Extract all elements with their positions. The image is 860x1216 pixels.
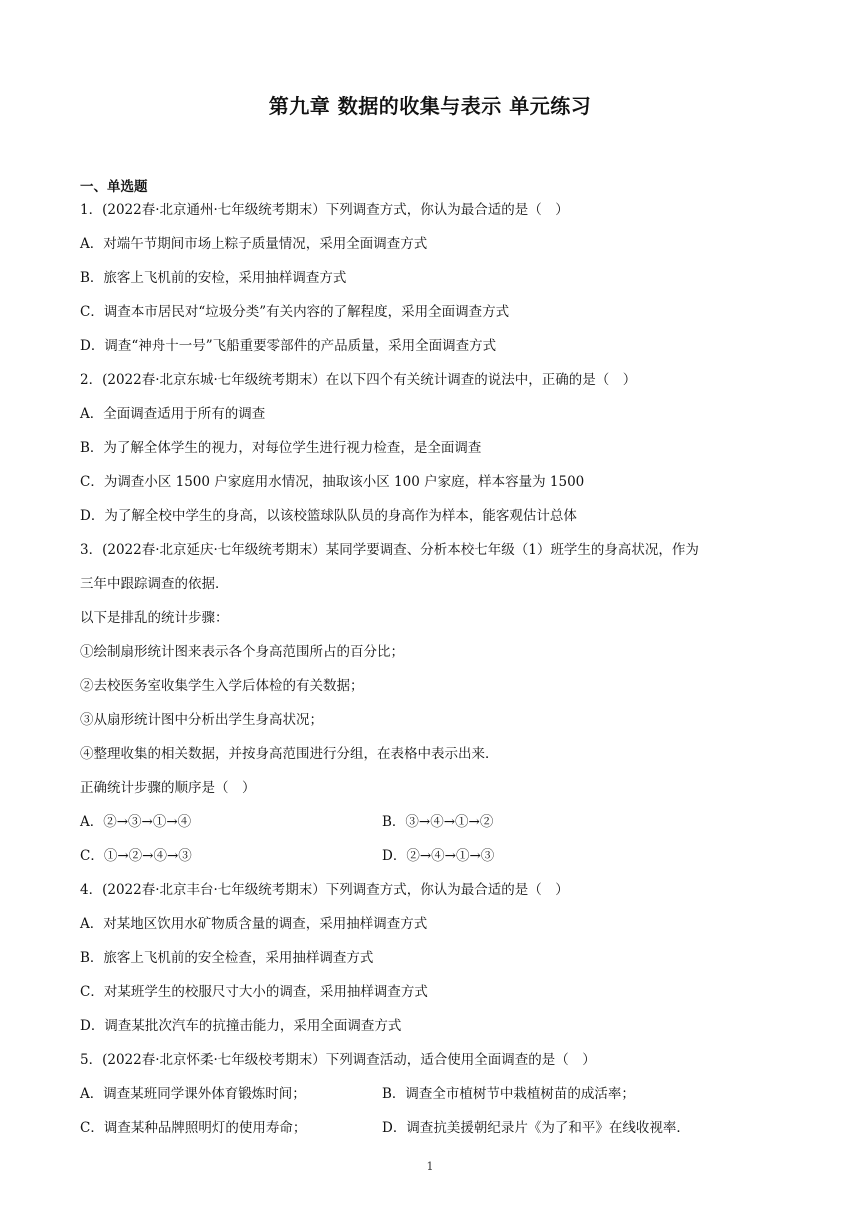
question-3-option-b: B．③→④→①→②	[382, 814, 494, 830]
question-2-option-c: C．为调查小区 1500 户家庭用水情况，抽取该小区 100 户家庭，样本容量为 1500	[80, 474, 585, 490]
section-heading: 一、单选题	[80, 179, 148, 195]
question-1-option-a: A．对端午节期间市场上粽子质量情况，采用全面调查方式	[80, 236, 428, 252]
question-1-option-b: B．旅客上飞机前的安检，采用抽样调查方式	[80, 270, 347, 286]
question-3-option-a: A．②→③→①→④	[80, 814, 192, 830]
question-5-stem: 5．(2022春·北京怀柔·七年级校考期末）下列调查活动，适合使用全面调查的是（ ）	[80, 1052, 596, 1068]
question-2-stem: 2．(2022春·北京东城·七年级统考期末）在以下四个有关统计调查的说法中，正确的是（ ）	[80, 372, 637, 388]
question-3-step-2: ②去校医务室收集学生入学后体检的有关数据；	[80, 678, 364, 694]
question-3-step-1: ①绘制扇形统计图来表示各个身高范围所占的百分比；	[80, 644, 404, 660]
question-5-option-d: D．调查抗美援朝纪录片《为了和平》在线收视率．	[382, 1120, 690, 1136]
question-1-option-c: C．调查本市居民对“垃圾分类”有关内容的了解程度，采用全面调查方式	[80, 304, 510, 320]
question-2-option-d: D．为了解全校中学生的身高，以该校篮球队队员的身高作为样本，能客观估计总体	[80, 508, 577, 524]
question-4-option-b: B．旅客上飞机前的安全检查，采用抽样调查方式	[80, 950, 374, 966]
question-3-ask: 正确统计步骤的顺序是（ ）	[80, 780, 256, 796]
page-number: 1	[426, 1160, 434, 1173]
question-2-option-b: B．为了解全体学生的视力，对每位学生进行视力检查，是全面调查	[80, 440, 482, 456]
question-1-stem: 1．(2022春·北京通州·七年级统考期末）下列调查方式，你认为最合适的是（ ）	[80, 202, 569, 218]
question-4-stem: 4．(2022春·北京丰台·七年级统考期末）下列调查方式，你认为最合适的是（ ）	[80, 882, 569, 898]
question-5-option-c: C．调查某种品牌照明灯的使用寿命；	[80, 1120, 307, 1136]
question-4-option-c: C．对某班学生的校服尺寸大小的调查，采用抽样调查方式	[80, 984, 428, 1000]
question-5-option-a: A．调查某班同学课外体育锻炼时间；	[80, 1086, 306, 1102]
question-3-step-3: ③从扇形统计图中分析出学生身高状况；	[80, 712, 323, 728]
question-1-option-d: D．调查“神舟十一号”飞船重要零部件的产品质量，采用全面调查方式	[80, 338, 497, 354]
question-4-option-a: A．对某地区饮用水矿物质含量的调查，采用抽样调查方式	[80, 916, 428, 932]
page-title: 第九章 数据的收集与表示 单元练习	[268, 94, 592, 118]
question-2-option-a: A．全面调查适用于所有的调查	[80, 406, 266, 422]
question-5-option-b: B．调查全市植树节中栽植树苗的成活率；	[382, 1086, 635, 1102]
question-3-option-c: C．①→②→④→③	[80, 848, 192, 864]
question-4-option-d: D．调查某批次汽车的抗撞击能力，采用全面调查方式	[80, 1018, 402, 1034]
question-3-step-4: ④整理收集的相关数据，并按身高范围进行分组，在表格中表示出来．	[80, 746, 499, 762]
question-3-intro: 以下是排乱的统计步骤：	[80, 610, 229, 626]
question-3-option-d: D．②→④→①→③	[382, 848, 495, 864]
question-3-stem: 3．(2022春·北京延庆·七年级统考期末）某同学要调查、分析本校七年级（1）班学生的身高状况，作为	[80, 542, 699, 558]
question-3-stem-cont: 三年中跟踪调查的依据．	[80, 576, 229, 592]
